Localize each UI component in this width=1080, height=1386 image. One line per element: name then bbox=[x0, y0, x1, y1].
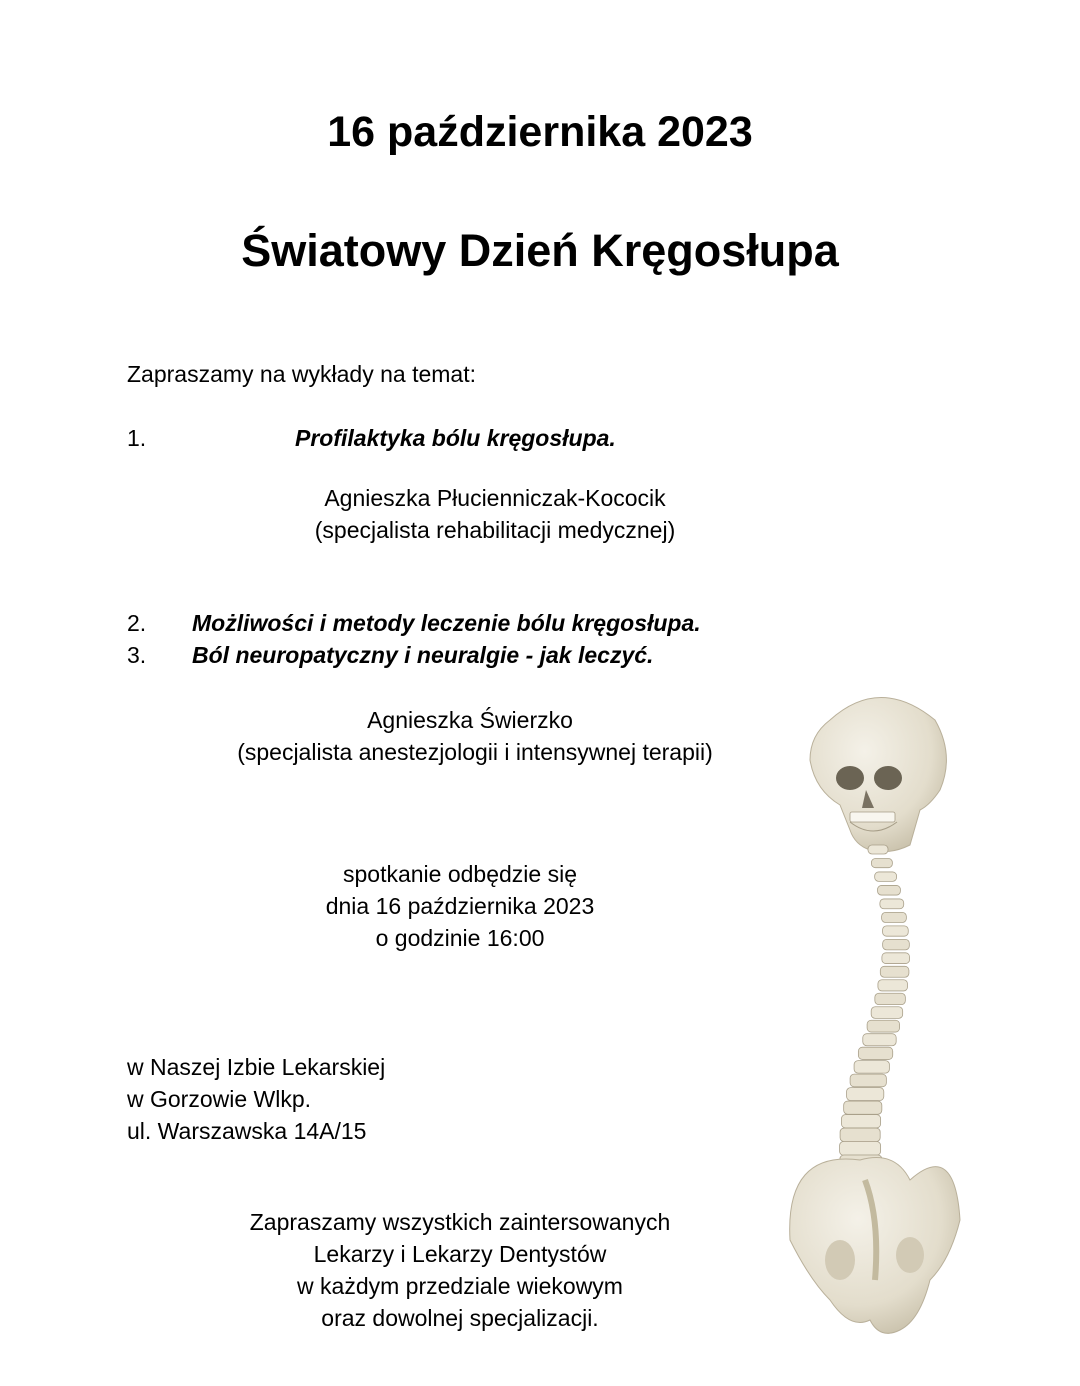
vertebra bbox=[858, 1047, 892, 1059]
meeting-line-2: dnia 16 października 2023 bbox=[325, 893, 595, 919]
meeting-line-3: o godzinie 16:00 bbox=[375, 925, 545, 951]
lecture-1-title: Profilaktyka bólu kręgosłupa. bbox=[295, 425, 616, 451]
lecture-2-title: Możliwości i metody leczenie bólu kręgosłupa. bbox=[192, 610, 701, 636]
invitation-line-1: Zapraszamy wszystkich zaintersowanych bbox=[249, 1209, 671, 1235]
lecture-3-title: Ból neuropatyczny i neuralgie - jak leczyć. bbox=[192, 642, 654, 668]
vertebra bbox=[844, 1101, 882, 1114]
lecture-2-number: 2. bbox=[127, 610, 147, 636]
vertebra bbox=[878, 980, 908, 991]
vertebra bbox=[882, 953, 910, 964]
lecture-3-number: 3. bbox=[127, 642, 147, 668]
speaker-2-name: Agnieszka Świerzko bbox=[367, 707, 573, 733]
pelvis-icon bbox=[790, 1158, 960, 1334]
location-line-1: w Naszej Izbie Lekarskiej bbox=[127, 1054, 386, 1080]
location-line-3: ul. Warszawska 14A/15 bbox=[127, 1118, 367, 1144]
vertebra bbox=[882, 912, 907, 922]
event-title: Światowy Dzień Kręgosłupa bbox=[241, 225, 839, 276]
skull-icon bbox=[810, 698, 946, 852]
vertebra bbox=[875, 993, 906, 1004]
vertebra bbox=[841, 1115, 880, 1128]
vertebra bbox=[854, 1061, 889, 1073]
vertebra bbox=[840, 1142, 881, 1156]
vertebra bbox=[880, 966, 909, 977]
vertebra bbox=[871, 858, 892, 867]
speaker-1-role: (specjalista rehabilitacji medycznej) bbox=[314, 517, 676, 543]
vertebra bbox=[883, 926, 909, 936]
vertebra bbox=[880, 899, 904, 909]
vertebra bbox=[875, 872, 897, 881]
meeting-line-1: spotkanie odbędzie się bbox=[343, 861, 577, 887]
vertebra bbox=[868, 845, 888, 854]
speaker-2-role: (specjalista anestezjologii i intensywnej terapii) bbox=[237, 739, 713, 765]
spine-vertebrae bbox=[840, 845, 910, 1169]
invitation-line-2: Lekarzy i Lekarzy Dentystów bbox=[313, 1241, 607, 1267]
vertebra bbox=[883, 939, 910, 950]
vertebra bbox=[871, 1007, 902, 1019]
date-title: 16 października 2023 bbox=[327, 108, 753, 156]
vertebra bbox=[878, 885, 901, 895]
vertebra bbox=[863, 1034, 896, 1046]
location-line-2: w Gorzowie Wlkp. bbox=[127, 1086, 312, 1112]
invitation-line-4: oraz dowolnej specjalizacji. bbox=[321, 1305, 599, 1331]
intro-text: Zapraszamy na wykłady na temat: bbox=[127, 361, 476, 387]
vertebra bbox=[840, 1128, 880, 1142]
vertebra bbox=[847, 1088, 884, 1101]
vertebra bbox=[850, 1074, 886, 1087]
lecture-1-number: 1. bbox=[127, 425, 147, 451]
skeleton-spine-image bbox=[770, 680, 970, 1380]
speaker-1-name: Agnieszka Płucienniczak-Kococik bbox=[324, 485, 666, 511]
invitation-line-3: w każdym przedziale wiekowym bbox=[297, 1273, 623, 1299]
vertebra bbox=[867, 1020, 899, 1032]
